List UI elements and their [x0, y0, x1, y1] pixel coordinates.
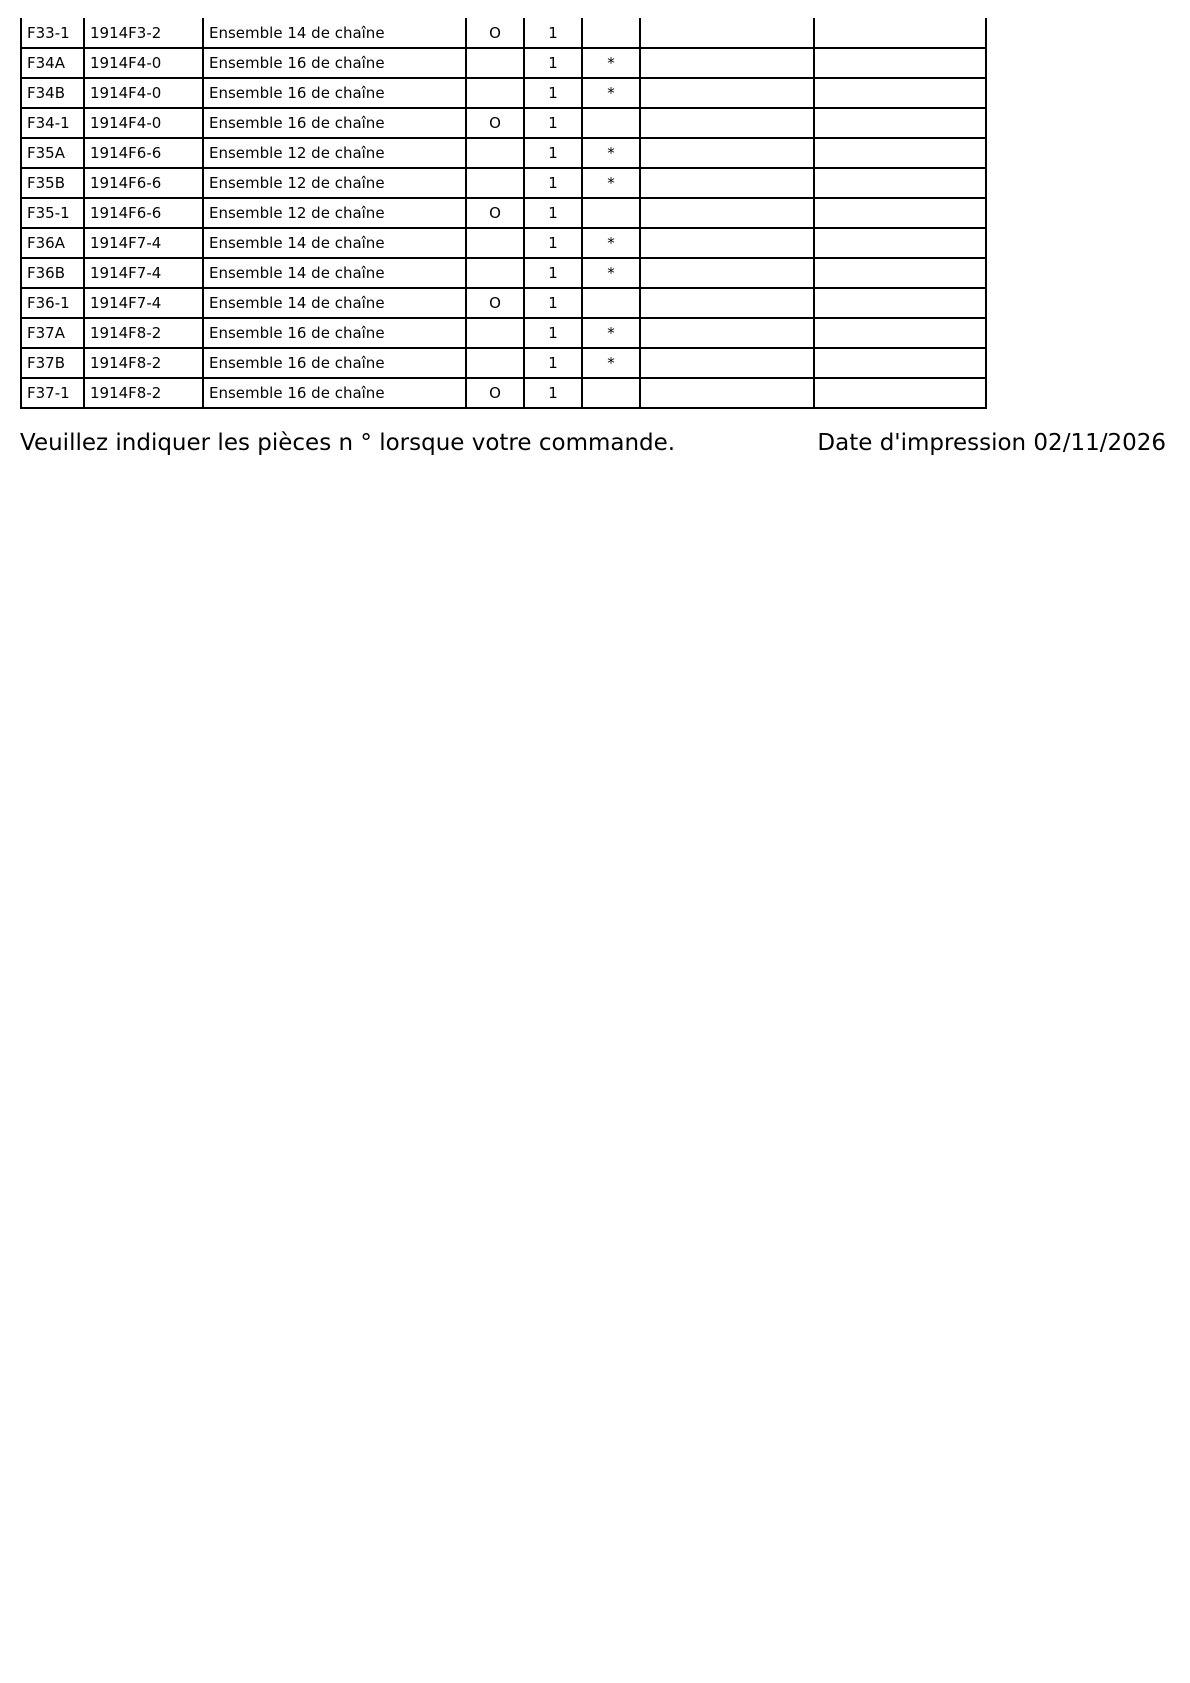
cell-option — [466, 228, 524, 258]
cell-mark — [582, 288, 640, 318]
cell-mark: * — [582, 168, 640, 198]
cell-option — [466, 258, 524, 288]
cell-reference: F36-1 — [21, 288, 84, 318]
cell-option: O — [466, 198, 524, 228]
cell-reference: F35A — [21, 138, 84, 168]
cell-empty — [640, 378, 814, 408]
cell-option: O — [466, 108, 524, 138]
cell-empty — [814, 18, 986, 48]
cell-quantity: 1 — [524, 108, 582, 138]
parts-table — [20, 18, 987, 409]
order-instruction-note: Veuillez indiquer les pièces n ° lorsque votre commande. — [20, 430, 676, 456]
table-row — [21, 228, 986, 258]
cell-mark — [582, 18, 640, 48]
cell-option — [466, 48, 524, 78]
cell-reference: F37A — [21, 318, 84, 348]
cell-empty — [814, 228, 986, 258]
table-row — [21, 138, 986, 168]
cell-empty — [640, 18, 814, 48]
cell-reference: F33-1 — [21, 18, 84, 48]
table-row — [21, 108, 986, 138]
cell-quantity: 1 — [524, 228, 582, 258]
cell-reference: F36B — [21, 258, 84, 288]
cell-part-number: 1914F6-6 — [84, 198, 203, 228]
cell-mark: * — [582, 138, 640, 168]
cell-part-number: 1914F8-2 — [84, 318, 203, 348]
cell-reference: F35B — [21, 168, 84, 198]
cell-quantity: 1 — [524, 168, 582, 198]
cell-part-number: 1914F7-4 — [84, 228, 203, 258]
cell-quantity: 1 — [524, 318, 582, 348]
cell-empty — [814, 288, 986, 318]
cell-empty — [814, 108, 986, 138]
cell-empty — [814, 348, 986, 378]
table-row — [21, 198, 986, 228]
cell-mark: * — [582, 318, 640, 348]
cell-quantity: 1 — [524, 18, 582, 48]
cell-option — [466, 348, 524, 378]
cell-quantity: 1 — [524, 258, 582, 288]
cell-empty — [640, 318, 814, 348]
cell-quantity: 1 — [524, 198, 582, 228]
cell-empty — [814, 78, 986, 108]
table-row — [21, 168, 986, 198]
cell-option — [466, 318, 524, 348]
cell-description: Ensemble 14 de chaîne — [203, 228, 466, 258]
parts-table-body — [21, 18, 986, 408]
cell-option — [466, 138, 524, 168]
cell-empty — [640, 228, 814, 258]
cell-mark: * — [582, 78, 640, 108]
cell-empty — [814, 318, 986, 348]
table-row — [21, 78, 986, 108]
cell-part-number: 1914F4-0 — [84, 78, 203, 108]
cell-description: Ensemble 14 de chaîne — [203, 18, 466, 48]
cell-quantity: 1 — [524, 378, 582, 408]
table-row — [21, 258, 986, 288]
cell-option: O — [466, 18, 524, 48]
cell-reference: F34-1 — [21, 108, 84, 138]
cell-description: Ensemble 16 de chaîne — [203, 378, 466, 408]
cell-empty — [814, 48, 986, 78]
cell-mark: * — [582, 258, 640, 288]
cell-reference: F34B — [21, 78, 84, 108]
cell-empty — [814, 138, 986, 168]
table-row — [21, 378, 986, 408]
cell-part-number: 1914F8-2 — [84, 348, 203, 378]
cell-mark: * — [582, 348, 640, 378]
cell-quantity: 1 — [524, 78, 582, 108]
cell-part-number: 1914F6-6 — [84, 138, 203, 168]
cell-empty — [640, 168, 814, 198]
cell-empty — [640, 78, 814, 108]
cell-mark — [582, 198, 640, 228]
cell-empty — [814, 258, 986, 288]
cell-empty — [640, 198, 814, 228]
cell-description: Ensemble 14 de chaîne — [203, 258, 466, 288]
cell-reference: F37-1 — [21, 378, 84, 408]
cell-empty — [640, 108, 814, 138]
cell-quantity: 1 — [524, 288, 582, 318]
cell-description: Ensemble 12 de chaîne — [203, 138, 466, 168]
cell-part-number: 1914F7-4 — [84, 258, 203, 288]
cell-description: Ensemble 12 de chaîne — [203, 198, 466, 228]
table-row — [21, 318, 986, 348]
cell-quantity: 1 — [524, 48, 582, 78]
cell-reference: F37B — [21, 348, 84, 378]
cell-description: Ensemble 16 de chaîne — [203, 48, 466, 78]
cell-quantity: 1 — [524, 138, 582, 168]
cell-part-number: 1914F8-2 — [84, 378, 203, 408]
cell-description: Ensemble 16 de chaîne — [203, 108, 466, 138]
cell-empty — [640, 48, 814, 78]
cell-option: O — [466, 288, 524, 318]
cell-description: Ensemble 16 de chaîne — [203, 318, 466, 348]
table-row — [21, 18, 986, 48]
cell-mark — [582, 108, 640, 138]
cell-part-number: 1914F4-0 — [84, 108, 203, 138]
cell-description: Ensemble 16 de chaîne — [203, 78, 466, 108]
cell-empty — [640, 138, 814, 168]
table-row — [21, 48, 986, 78]
cell-empty — [640, 258, 814, 288]
cell-part-number: 1914F7-4 — [84, 288, 203, 318]
cell-empty — [640, 348, 814, 378]
cell-quantity: 1 — [524, 348, 582, 378]
cell-mark: * — [582, 48, 640, 78]
cell-part-number: 1914F4-0 — [84, 48, 203, 78]
cell-mark: * — [582, 228, 640, 258]
cell-reference: F36A — [21, 228, 84, 258]
cell-empty — [814, 378, 986, 408]
cell-reference: F34A — [21, 48, 84, 78]
cell-description: Ensemble 12 de chaîne — [203, 168, 466, 198]
cell-option — [466, 168, 524, 198]
cell-empty — [640, 288, 814, 318]
cell-empty — [814, 168, 986, 198]
cell-description: Ensemble 14 de chaîne — [203, 288, 466, 318]
print-date: Date d'impression 02/11/2026 — [817, 430, 1166, 456]
table-row — [21, 348, 986, 378]
cell-option — [466, 78, 524, 108]
cell-mark — [582, 378, 640, 408]
table-row — [21, 288, 986, 318]
cell-part-number: 1914F6-6 — [84, 168, 203, 198]
cell-reference: F35-1 — [21, 198, 84, 228]
cell-description: Ensemble 16 de chaîne — [203, 348, 466, 378]
cell-part-number: 1914F3-2 — [84, 18, 203, 48]
cell-option: O — [466, 378, 524, 408]
cell-empty — [814, 198, 986, 228]
